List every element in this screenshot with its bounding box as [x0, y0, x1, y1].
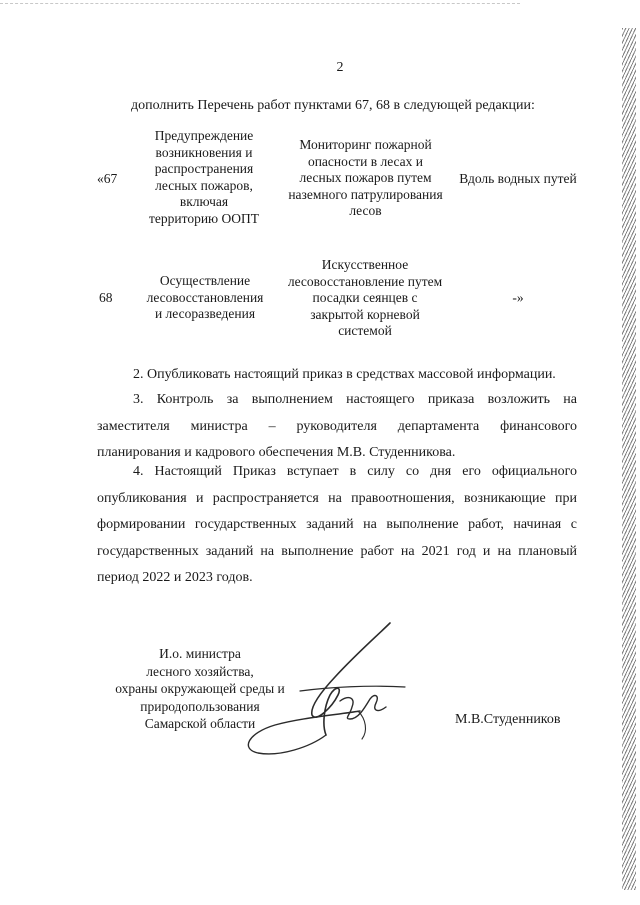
- work-name: Осуществление лесовосстановления и лесоразведения: [146, 273, 264, 321]
- intro-text: дополнить Перечень работ пунктами 67, 68 в следующей редакции:: [131, 98, 535, 113]
- work-location: Вдоль водных путей: [459, 171, 577, 186]
- handwritten-signature: [240, 615, 440, 765]
- work-location: -»: [512, 290, 524, 305]
- scan-top-line: [0, 3, 520, 4]
- paragraph-2: 2. Опубликовать настоящий приказ в средствах массовой информации.: [133, 367, 556, 382]
- page-number: 2: [336, 60, 344, 75]
- row-number: 68: [99, 290, 113, 305]
- row-number: «67: [97, 171, 118, 186]
- paragraph-3: 3. Контроль за выполнением настоящего приказа возложить на заместителя министра – руководителя департамента финансового планирования и кадрового обеспечения М.В. Студенникова.: [97, 392, 577, 460]
- signatory-name: М.В.Студенников: [455, 712, 561, 727]
- signatory-title: И.о. министра лесного хозяйства, охраны окружающей среды и природопользования Самарской области: [115, 646, 285, 731]
- work-name: Предупреждение возникновения и распространения лесных пожаров, включая территорию ООПТ: [148, 128, 260, 226]
- work-content: Искусственное лесовосстановление путем посадки сеянцев с закрытой корневой системой: [287, 257, 443, 338]
- scan-edge-hatching: [622, 28, 636, 890]
- paragraph-4: 4. Настоящий Приказ вступает в силу со дня его официального опубликования и распространяется на правоотношения, возникающие при формировании государственных заданий на выполнение работ, начиная с государственных заданий на выполнение работ на 2021 год и на плановый период 2022 и 2023 годов.: [97, 464, 577, 585]
- work-content: Мониторинг пожарной опасности в лесах и лесных пожаров путем наземного патрулирования лесов: [288, 137, 443, 218]
